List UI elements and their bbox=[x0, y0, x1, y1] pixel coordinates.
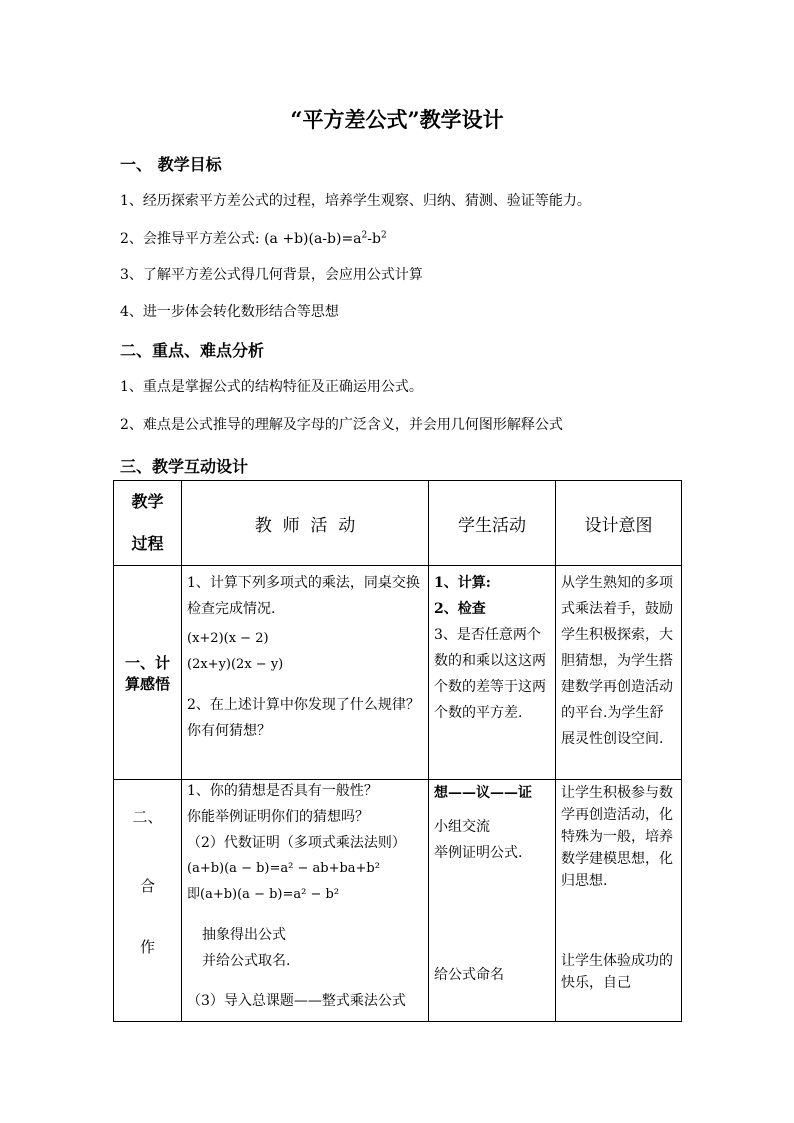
objective-2: 2、会推导平方差公式: $(a +b)(a-b)=a^2-b^2$ bbox=[120, 230, 387, 247]
student-step-2: 2、检查 bbox=[434, 601, 486, 617]
stage-cell-2: 二、 合 作 bbox=[114, 780, 182, 1022]
teacher-line-8: （3）导入总课题——整式乘法公式 bbox=[187, 993, 406, 1009]
header-process: 教学 过程 bbox=[114, 481, 182, 566]
teacher-activity-cell-2 bbox=[182, 780, 429, 1022]
teacher-line-1: 1、你的猜想是否具有一般性？ bbox=[187, 783, 378, 799]
section-heading-objectives: 一、 教学目标 bbox=[120, 155, 222, 174]
header-student-activity: 学生活动 bbox=[429, 481, 556, 566]
stage-cell-1: 一、计 算感悟 bbox=[114, 566, 182, 780]
header-teacher-activity: 教 师 活 动 bbox=[182, 481, 429, 566]
page-title: “平方差公式”教学设计 bbox=[290, 107, 504, 132]
teaching-plan-table bbox=[113, 480, 682, 1022]
keypoint-2: 2、难点是公式推导的理解及字母的广泛含义，并会用几何图形解释公式 bbox=[120, 417, 563, 433]
design-intent-2b: 让学生体验成功的快乐，自己 bbox=[561, 953, 673, 991]
teacher-line-6: 抽象得出公式 bbox=[202, 927, 286, 943]
teacher-line-3: （2）代数证明（多项式乘法法则） bbox=[187, 835, 406, 851]
keypoint-1: 1、重点是掌握公式的结构特征及正确运用公式。 bbox=[120, 379, 423, 395]
student-line-2: 举例证明公式. bbox=[434, 845, 523, 861]
table-header-row bbox=[114, 481, 682, 566]
table-row bbox=[114, 780, 682, 1022]
design-intent-2a: 让学生积极参与数学再创造活动，化特殊为一般，培养数学建模思想，化归思想. bbox=[561, 785, 673, 889]
design-intent-cell-2 bbox=[556, 780, 682, 1022]
objective-3: 3、了解平方差公式得几何背景，会应用公式计算 bbox=[120, 267, 423, 283]
student-activity-cell-2 bbox=[429, 780, 556, 1022]
expression-1: (x+2)(x − 2) bbox=[187, 631, 269, 646]
objective-1: 1、经历探索平方差公式的过程，培养学生观察、归纳、猜测、验证等能力。 bbox=[120, 193, 591, 209]
teacher-question: 2、在上述计算中你发现了什么规律？你有何猜想？ bbox=[187, 697, 420, 739]
design-intent-cell-1 bbox=[556, 566, 682, 780]
teacher-line-2: 你能举例证明你们的猜想吗？ bbox=[187, 809, 369, 825]
expression-2: (2x+y)(2x − y) bbox=[187, 657, 284, 672]
design-intent-1: 从学生熟知的多项式乘法着手，鼓励学生积极探索，大胆猜想，为学生搭建数学再创造活动的平台.为学生舒展灵性创设空间. bbox=[561, 575, 673, 747]
objective-4: 4、进一步体会转化数形结合等思想 bbox=[120, 304, 339, 320]
header-design-intent: 设计意图 bbox=[556, 481, 682, 566]
student-title: 想——议——证 bbox=[434, 785, 532, 801]
teacher-line-4: (a+b)(a − b)=a² − ab+ba+b² bbox=[187, 861, 380, 876]
student-line-1: 小组交流 bbox=[434, 819, 490, 835]
section-heading-interaction: 三、教学互动设计 bbox=[120, 457, 249, 476]
student-step-1: 1、计算: bbox=[434, 575, 491, 591]
section-heading-keypoints: 二、重点、难点分析 bbox=[120, 341, 265, 360]
student-step-3: 3、是否任意两个数的和乘以这这两个数的差等于这两个数的平方差. bbox=[434, 627, 546, 721]
teacher-task: 1、计算下列多项式的乘法，同桌交换检查完成情况. bbox=[187, 575, 420, 617]
table-row bbox=[114, 566, 682, 780]
student-activity-cell-1 bbox=[429, 566, 556, 780]
teacher-activity-cell-1 bbox=[182, 566, 429, 780]
teacher-line-5: 即(a+b)(a − b)=a² − b² bbox=[187, 887, 340, 902]
teacher-line-7: 并给公式取名. bbox=[202, 953, 291, 969]
student-line-3: 给公式命名 bbox=[434, 967, 504, 983]
